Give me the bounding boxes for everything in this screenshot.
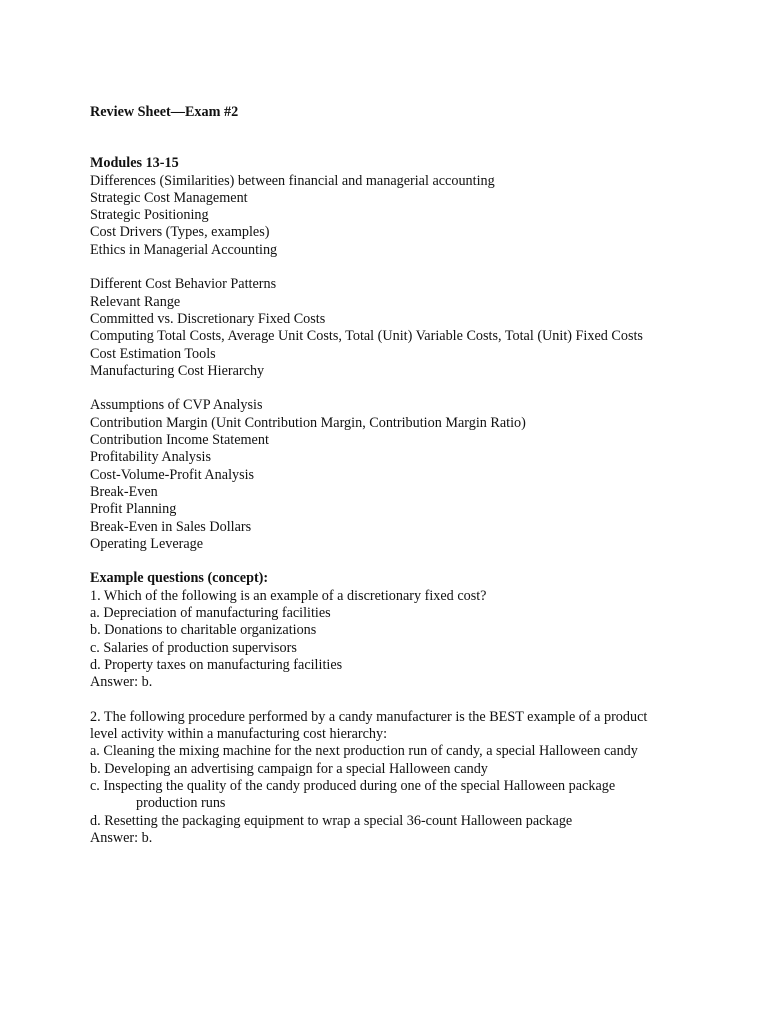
- answer-option: a. Depreciation of manufacturing facilities: [90, 605, 331, 622]
- topic-item: Committed vs. Discretionary Fixed Costs: [90, 310, 326, 327]
- topic-item: Differences (Similarities) between financial and managerial accounting: [90, 172, 495, 189]
- topic-item: Relevant Range: [90, 293, 181, 310]
- question-text: 2. The following procedure performed by a candy manufacturer is the BEST example of a product level activity within a manufacturing cost hierarchy:: [90, 708, 648, 743]
- topic-item: Profitability Analysis: [90, 449, 211, 466]
- question-text: 1. Which of the following is an example of a discretionary fixed cost?: [90, 587, 487, 604]
- modules-heading: Modules 13-15: [90, 155, 179, 172]
- topic-item: Contribution Income Statement: [90, 432, 269, 449]
- spacer: [90, 553, 690, 570]
- document-page: [90, 104, 690, 847]
- topic-item: Cost-Volume-Profit Analysis: [90, 466, 255, 483]
- answer-option: d. Resetting the packaging equipment to wrap a special 36-count Halloween package: [90, 812, 573, 829]
- answer-option: c. Salaries of production supervisors: [90, 639, 297, 656]
- topic-item: Cost Estimation Tools: [90, 345, 216, 362]
- topic-item: Assumptions of CVP Analysis: [90, 397, 263, 414]
- topic-item: Break-Even: [90, 483, 158, 500]
- topic-item: Operating Leverage: [90, 535, 204, 552]
- topic-item: Strategic Cost Management: [90, 189, 248, 206]
- topic-item: Contribution Margin (Unit Contribution Margin, Contribution Margin Ratio): [90, 414, 526, 431]
- spacer: [90, 380, 690, 397]
- topic-item: Cost Drivers (Types, examples): [90, 224, 270, 241]
- page-title: Review Sheet—Exam #2: [90, 104, 239, 120]
- answer-option-continuation: production runs: [136, 795, 226, 812]
- spacer: [90, 692, 690, 709]
- topic-item: Manufacturing Cost Hierarchy: [90, 362, 265, 379]
- answer-option: b. Donations to charitable organizations: [90, 622, 317, 639]
- topic-item: Strategic Positioning: [90, 207, 209, 224]
- topic-item: Profit Planning: [90, 501, 177, 518]
- answer-option: b. Developing an advertising campaign for a special Halloween candy: [90, 760, 488, 777]
- topic-item: Different Cost Behavior Patterns: [90, 276, 277, 293]
- answer-option: a. Cleaning the mixing machine for the next production run of candy, a special Halloween candy: [90, 743, 638, 760]
- topic-item: Ethics in Managerial Accounting: [90, 241, 278, 258]
- spacer: [90, 121, 690, 155]
- topic-item: Computing Total Costs, Average Unit Costs, Total (Unit) Variable Costs, Total (Unit) Fixed Costs: [90, 328, 643, 345]
- answer-option: c. Inspecting the quality of the candy produced during one of the special Halloween package: [90, 777, 616, 794]
- topic-item: Break-Even in Sales Dollars: [90, 518, 252, 535]
- spacer: [90, 259, 690, 276]
- answer-key: Answer: b.: [90, 674, 153, 691]
- examples-heading: Example questions (concept):: [90, 570, 269, 587]
- answer-option: d. Property taxes on manufacturing facilities: [90, 656, 343, 673]
- answer-key: Answer: b.: [90, 829, 153, 846]
